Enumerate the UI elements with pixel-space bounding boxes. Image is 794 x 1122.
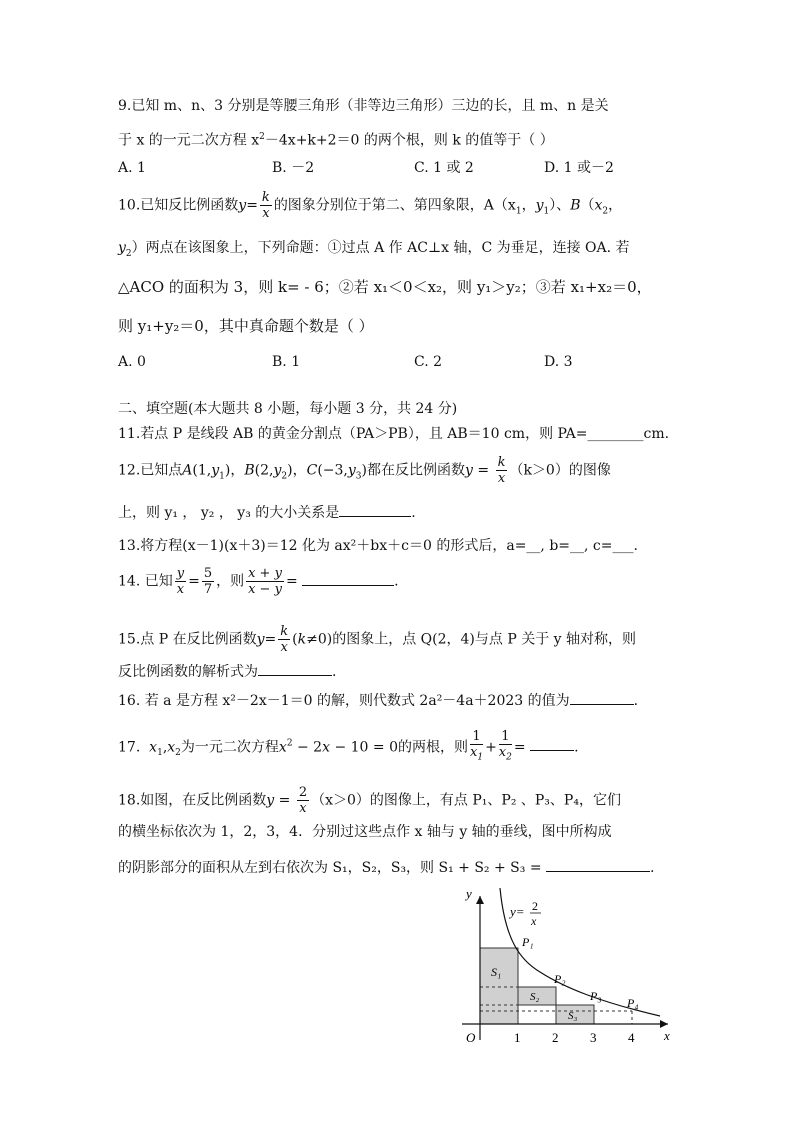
hyperbola-figure xyxy=(448,880,680,1050)
q12-line2: 上，则 y₁ ， y₂ ， y₃ 的大小关系是 . xyxy=(118,502,416,523)
q9-option-c: C. 1 或 2 xyxy=(414,160,474,176)
q15-line2: 反比例函数的解析式为 . xyxy=(118,661,336,682)
tick-1: 1 xyxy=(514,1030,521,1045)
q9-line2-post: －4x+k+2＝0 的两个根，则 k 的值等于（ ） xyxy=(264,132,554,149)
tick-2: 2 xyxy=(552,1030,559,1045)
q9-line1: 9.已知 m、n、3 分别是等腰三角形（非等边三角形）三边的长，且 m、n 是关 xyxy=(118,98,609,114)
origin-label: O xyxy=(466,1030,476,1045)
q16: 16. 若 a 是方程 x²－2x－1＝0 的解，则代数式 2a²－4a＋2023 的值为 . xyxy=(118,690,638,711)
q15-blank[interactable] xyxy=(258,661,332,676)
q10-line1-pre: 10.已知反比例函数 xyxy=(118,197,239,214)
axis-y-label: y xyxy=(466,886,472,901)
area-s1 xyxy=(480,948,518,1024)
q15-line1: 15.点 P 在反比例函数y= $\frac{k}{x}$ (k≠0)的图象上，点 Q(2，4)与点 P 关于 y 轴对称，则 xyxy=(118,624,636,655)
tick-3: 3 xyxy=(590,1030,597,1045)
q18-line2: 的横坐标依次为 1，2，3，4．分别过这些点作 x 轴与 y 轴的垂线，图中所构成 xyxy=(118,824,612,840)
point-p2: P₂ xyxy=(554,972,566,986)
q9-option-d: D. 1 或－2 xyxy=(544,160,614,176)
q10-line4: 则 y₁+y₂＝0，其中真命题个数是（ ） xyxy=(118,317,374,335)
q9-line2: 于 x 的一元二次方程 $x^2-4x+k+2=0$ 的两个根，则 k 的值等于（ ） xyxy=(118,132,554,149)
q10-line3: △ACO 的面积为 3，则 k= - 6；②若 x₁＜0＜x₂，则 y₁＞y₂；③若 x₁+x₂＝0， xyxy=(118,278,652,296)
q18-line1: 18.如图，在反比例函数y = $\frac{2}{x}$ （x＞0）的图像上，有点 P₁、P₂ 、P₃、P₄，它们 xyxy=(118,785,621,816)
q9-line2-pre: 于 x 的一元二次方程 x xyxy=(118,132,260,149)
curve-label: y= xyxy=(510,904,525,919)
point-p3: P₃ xyxy=(590,989,602,1003)
q14-blank[interactable] xyxy=(302,571,394,586)
section-title: 二、填空题(本大题共 8 小题，每小题 3 分，共 24 分) xyxy=(118,401,458,417)
q10-fraction: $\frac{k}{x}$ xyxy=(261,190,270,221)
q12-line1: 12.已知点$A(1,y_1)$，$B(2,y_2)$，$C(-3,y_3)$都在反比例函数y = $\frac{k}{x}$ （k＞0）的图像 xyxy=(118,455,611,486)
label-s1: S₁ xyxy=(491,965,502,979)
q18-line3: 的阴影部分的面积从左到右依次为 S₁，S₂，S₃，则 S₁ + S₂ + S₃ = . xyxy=(118,857,654,878)
q10-line1: 10.已知反比例函数y= $\frac{k}{x}$ 的图象分别位于第二、第四象限，$A(x_1$，$y_1$）、$B(x_2$， xyxy=(118,190,623,221)
q17-blank[interactable] xyxy=(530,736,574,751)
q16-blank[interactable] xyxy=(570,690,634,705)
q12-blank[interactable] xyxy=(339,502,411,517)
q17: 17. $x_1,x_2$为一元二次方程$x^2 - 2x - 10 = 0$的两根，则 $\frac{1}{x_1}$ + $\frac{1}{x_2}$ = . xyxy=(118,729,579,763)
q10-line2: $y_2$）两点在该图象上，下列命题：①过点 A 作 AC⊥x 轴，C 为垂足，连接 OA. 若 xyxy=(118,240,630,259)
curve-den: x xyxy=(531,914,537,928)
q11: 11.若点 P 是线段 AB 的黄金分割点（PA＞PB），且 AB＝10 cm，则 PA=________cm. xyxy=(118,426,670,442)
q13: 13.将方程(x－1)(x＋3)＝12 化为 ax²＋bx＋c＝0 的形式后，a=__, b=__, c=___. xyxy=(118,538,638,554)
point-p4: P₄ xyxy=(627,996,639,1010)
point-p1: P₁ xyxy=(522,935,534,949)
q14: 14. 已知 $\frac{y}{x}$ = $\frac{5}{7}$ ，则 $\frac{x + y}{x - y}$ = . xyxy=(118,566,399,597)
curve-num: 2 xyxy=(532,899,538,913)
q18-blank[interactable] xyxy=(546,857,650,872)
label-s2: S₂ xyxy=(530,991,540,1003)
q12-fraction: $\frac{k}{x}$ xyxy=(497,455,506,486)
q10-line2-rest: ）两点在该图象上，下列命题：①过点 A 作 AC⊥x 轴，C 为垂足，连接 OA. 若 xyxy=(131,240,630,256)
q9-option-b: B. －2 xyxy=(272,160,315,176)
q10-option-d: D. 3 xyxy=(544,354,573,370)
axis-x-label: x xyxy=(664,1028,670,1043)
q10-option-c: C. 2 xyxy=(414,354,443,370)
tick-4: 4 xyxy=(628,1030,635,1045)
q9-option-a: A. 1 xyxy=(118,160,146,176)
label-s3: S₃ xyxy=(568,1010,578,1022)
q10-line1-post: 的图象分别位于第二、第四象限，A（x xyxy=(273,197,516,214)
q10-option-b: B. 1 xyxy=(272,354,301,370)
q10-option-a: A. 0 xyxy=(118,354,146,370)
